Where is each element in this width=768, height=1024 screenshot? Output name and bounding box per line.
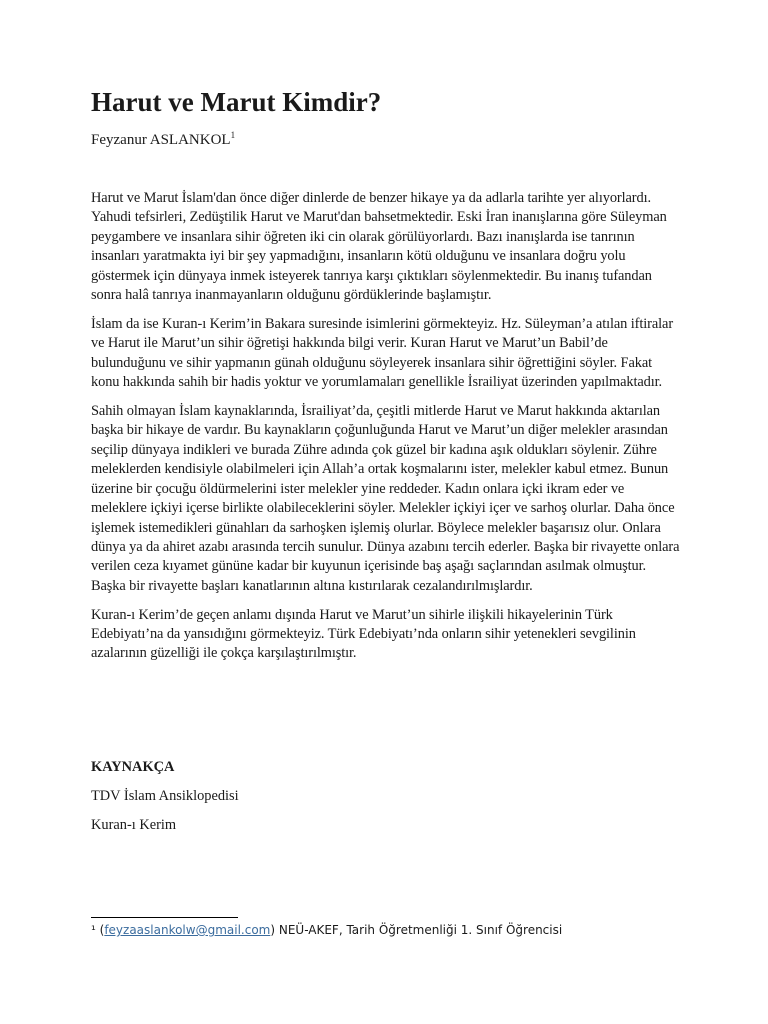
paragraph-3: Sahih olmayan İslam kaynaklarında, İsrailiyat’da, çeşitli mitlerde Harut ve Marut hakkında aktarılan başka bir hikaye de vardır. Bu kaynakların çoğunluğunda Harut ve Marut’un diğer melekler arasından seçilip dünyaya indikleri ve burada Zühre adında çok güzel bir kadına aşık oldukları söylenir. Zühre meleklerden kendisiyle olabilmeleri için Allah’a ortak koşmalarını ister, melekler kabul etmez. Bunun üzerine bir çocuğu öldürmelerini ister melekler yine reddeder. Kadın onlara içki ikram eder ve meleklere içkiyi içerse birlikte olabileceklerini söyler. Melekler içkiyi içer ve sarhoş olurlar. Daha önce işlemek istemedikleri günahları da sarhoşken işlemiş olurlar. Böylece melekler başarısız olur. Onlara dünya ya da ahiret azabı arasında tercih sunulur. Dünya azabını tercih ederler. Başka bir rivayette onlara verilen ceza kıyamet gününe kadar bir kuyunun içerisinde baş aşağı saçlarından asılmak olmuştur. Başka bir rivayette başları kanatlarının altına kıstırılarak cezalandırılmışlardır.: [91, 403, 680, 594]
references-section: [91, 757, 681, 844]
footnote: [91, 921, 691, 939]
reference-item: TDV İslam Ansiklopedisi: [91, 788, 239, 804]
footnote-affiliation: ) NEÜ-AKEF, Tarih Öğretmenliği 1. Sınıf Öğrencisi: [270, 923, 563, 937]
footnote-open-paren: (: [95, 923, 105, 937]
footnote-separator: [91, 917, 238, 918]
document-title: Harut ve Marut Kimdir?: [91, 87, 382, 117]
references-heading: KAYNAKÇA: [91, 759, 175, 775]
reference-item: Kuran-ı Kerim: [91, 817, 177, 833]
document-body: [91, 189, 681, 673]
footnote-reference-mark: 1: [230, 130, 236, 140]
paragraph-2: İslam da ise Kuran-ı Kerim’in Bakara suresinde isimlerini görmekteyiz. Hz. Süleyman’a atılan iftiralar ve Harut ile Marut’un sihir öğretişi hakkında bilgi verir. Kuran Harut ve Marut’un Babil’de bulunduğunu ve sihir yapmanın günah olduğunu söyleyerek insanlara sihir öğrettiğini söyler. Fakat konu hakkında sahih bir hadis yoktur ve yorumlamaları genellikle İsrailiyat üzerinden yapılmaktadır.: [91, 315, 674, 391]
author-line: [91, 130, 235, 150]
footnote-mark: ¹: [91, 923, 96, 937]
footnote-email-link[interactable]: feyzaaslankolw@gmail.com: [104, 923, 271, 937]
paragraph-4: Kuran-ı Kerim’de geçen anlamı dışında Harut ve Marut’un sihirle ilişkili hikayelerinin Türk Edebiyatı’na da yansıdığını görmekteyiz. Türk Edebiyatı’nda onların sihir yetenekleri sevgilinin azalarının güzelliği ile çokça karşılaştırılmıştır.: [91, 606, 636, 662]
paragraph-1: Harut ve Marut İslam'dan önce diğer dinlerde de benzer hikaye ya da adlarla tarihte yer alıyorlardı. Yahudi tefsirleri, Zedüştilik Harut ve Marut'dan bahsetmektedir. Eski İran inanışlarına göre Süleyman peygambere ve insanlara sihir öğreten iki cin olarak görülüyorlardı. Bazı inanışlarda ise tanrının insanları yaratmakta iyi bir şey yapmadığını, insanların kötü olduğunu ve insanlara doğru yolu göstermek için dünyaya inmek isteyerek tanrıya karşı çıktıkları söylenmektedir. Bu inanış tufandan sonra halâ tanrıya inanmayanların olduğunu gördüklerinde başlamıştır.: [91, 190, 667, 304]
author-name: Feyzanur ASLANKOL: [91, 132, 231, 148]
